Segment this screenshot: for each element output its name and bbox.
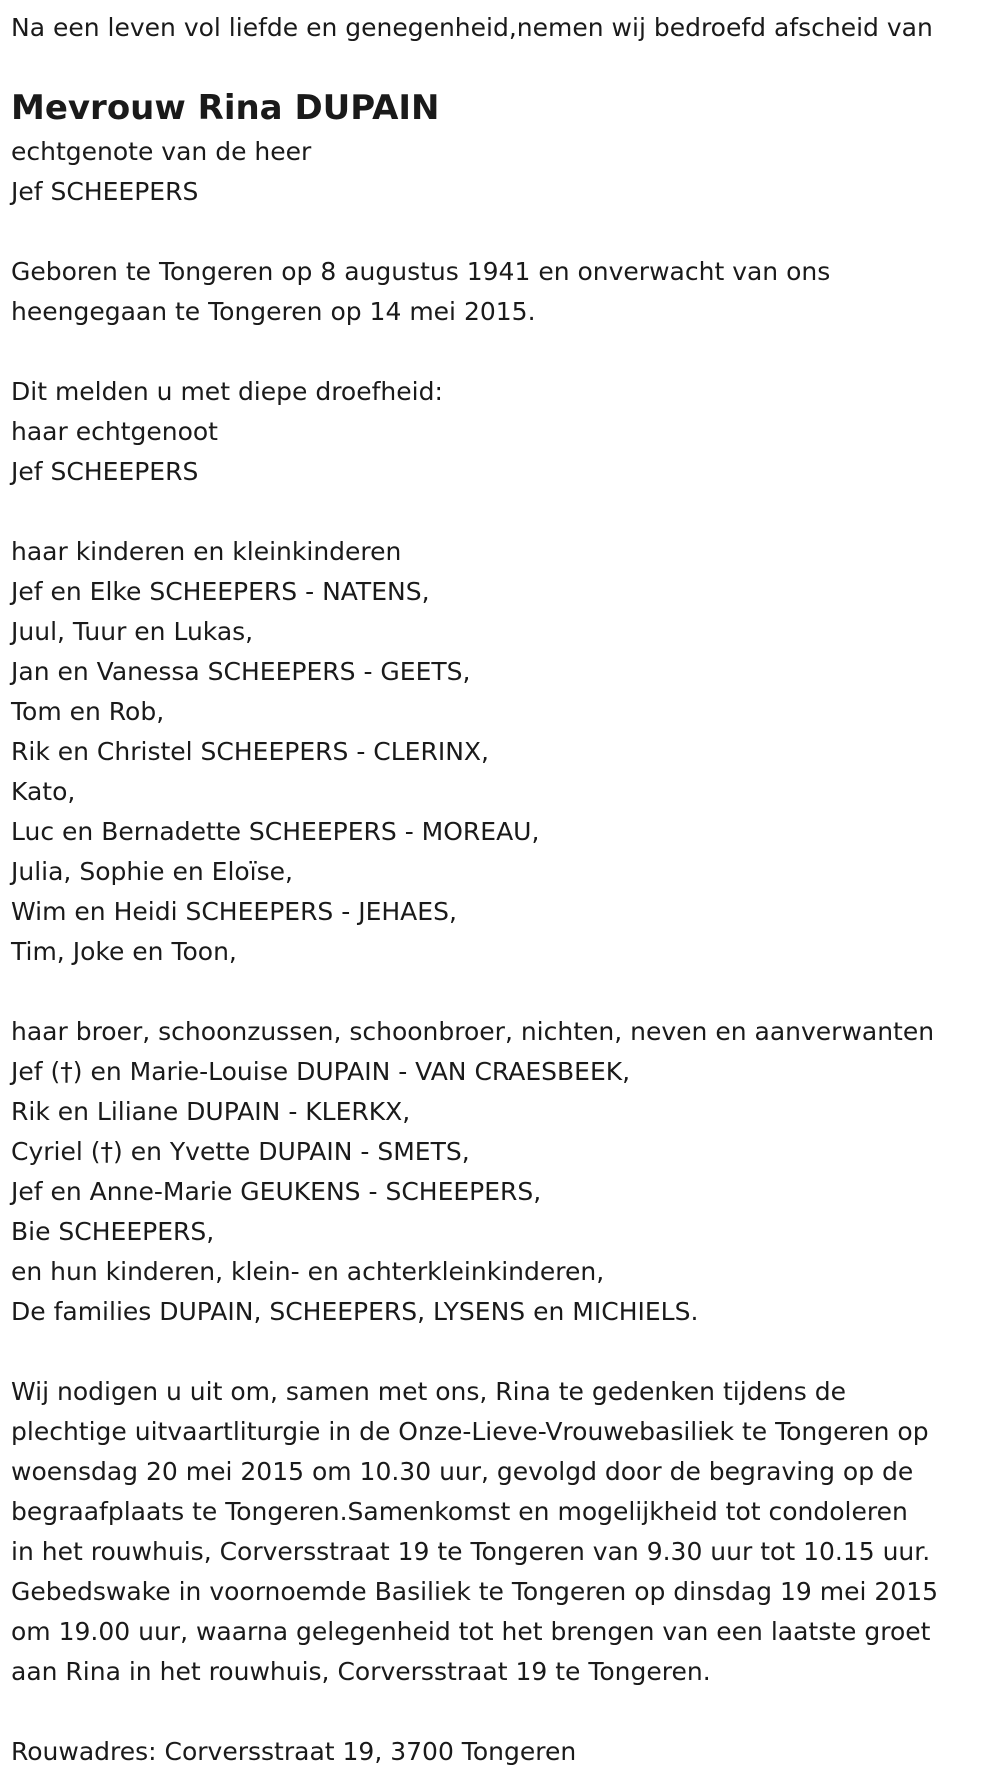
family-line: Jef en Anne-Marie GEUKENS - SCHEEPERS,: [11, 1177, 542, 1206]
family-line: Rik en Liliane DUPAIN - KLERKX,: [11, 1097, 411, 1126]
service-line: om 19.00 uur, waarna gelegenheid tot het brengen van een laatste groet: [11, 1617, 931, 1646]
service-line: plechtige uitvaartliturgie in de Onze-Lieve-Vrouwebasiliek te Tongeren op: [11, 1417, 929, 1446]
mourning-address: Rouwadres: Corversstraat 19, 3700 Tongeren: [11, 1737, 577, 1766]
paragraph-gap: [11, 492, 1000, 532]
spouse-line: echtgenote van de heer: [11, 137, 312, 166]
family-line: Bie SCHEEPERS,: [11, 1217, 215, 1246]
children-line: haar kinderen en kleinkinderen: [11, 537, 402, 566]
family-block: [11, 1012, 1000, 1332]
children-line: Kato,: [11, 777, 76, 806]
children-line: Tim, Joke en Toon,: [11, 937, 237, 966]
service-line: aan Rina in het rouwhuis, Corversstraat 19 te Tongeren.: [11, 1657, 711, 1686]
service-line: Wij nodigen u uit om, samen met ons, Rina te gedenken tijdens de: [11, 1377, 846, 1406]
service-line: woensdag 20 mei 2015 om 10.30 uur, gevolgd door de begraving op de: [11, 1457, 914, 1486]
service-line: Gebedswake in voornoemde Basiliek te Tongeren op dinsdag 19 mei 2015: [11, 1577, 939, 1606]
children-line: Tom en Rob,: [11, 697, 165, 726]
announce-line: Dit melden u met diepe droefheid:: [11, 377, 443, 406]
paragraph-gap: [11, 972, 1000, 1012]
announce-block: [11, 372, 1000, 492]
announce-line: Jef SCHEEPERS: [11, 457, 199, 486]
family-line: haar broer, schoonzussen, schoonbroer, nichten, neven en aanverwanten: [11, 1017, 935, 1046]
deceased-name: Mevrouw Rina DUPAIN: [11, 88, 440, 128]
children-line: Rik en Christel SCHEEPERS - CLERINX,: [11, 737, 489, 766]
service-line: begraafplaats te Tongeren.Samenkomst en mogelijkheid tot condoleren: [11, 1497, 908, 1526]
children-line: Jef en Elke SCHEEPERS - NATENS,: [11, 577, 430, 606]
spouse-block: [11, 132, 1000, 212]
service-block: [11, 1372, 1000, 1692]
family-line: Jef (†) en Marie-Louise DUPAIN - VAN CRAESBEEK,: [11, 1057, 631, 1086]
children-line: Julia, Sophie en Eloïse,: [11, 857, 293, 886]
birth-death-line: Geboren te Tongeren op 8 augustus 1941 en onverwacht van ons: [11, 257, 831, 286]
paragraph-gap: [11, 332, 1000, 372]
spouse-line: Jef SCHEEPERS: [11, 177, 199, 206]
children-line: Luc en Bernadette SCHEEPERS - MOREAU,: [11, 817, 540, 846]
family-line: De families DUPAIN, SCHEEPERS, LYSENS en MICHIELS.: [11, 1297, 699, 1326]
service-line: in het rouwhuis, Corversstraat 19 te Tongeren van 9.30 uur tot 10.15 uur.: [11, 1537, 931, 1566]
paragraph-gap: [11, 1692, 1000, 1732]
paragraph-gap: [11, 1332, 1000, 1372]
family-line: en hun kinderen, klein- en achterkleinkinderen,: [11, 1257, 605, 1286]
children-block: [11, 532, 1000, 972]
family-line: Cyriel (†) en Yvette DUPAIN - SMETS,: [11, 1137, 470, 1166]
paragraph-gap: [11, 212, 1000, 252]
announce-line: haar echtgenoot: [11, 417, 218, 446]
children-line: Wim en Heidi SCHEEPERS - JEHAES,: [11, 897, 457, 926]
children-line: Jan en Vanessa SCHEEPERS - GEETS,: [11, 657, 471, 686]
birth-death-line: heengegaan te Tongeren op 14 mei 2015.: [11, 297, 536, 326]
intro-text: Na een leven vol liefde en genegenheid,nemen wij bedroefd afscheid van: [11, 13, 933, 42]
birth-death-block: [11, 252, 1000, 332]
children-line: Juul, Tuur en Lukas,: [11, 617, 254, 646]
